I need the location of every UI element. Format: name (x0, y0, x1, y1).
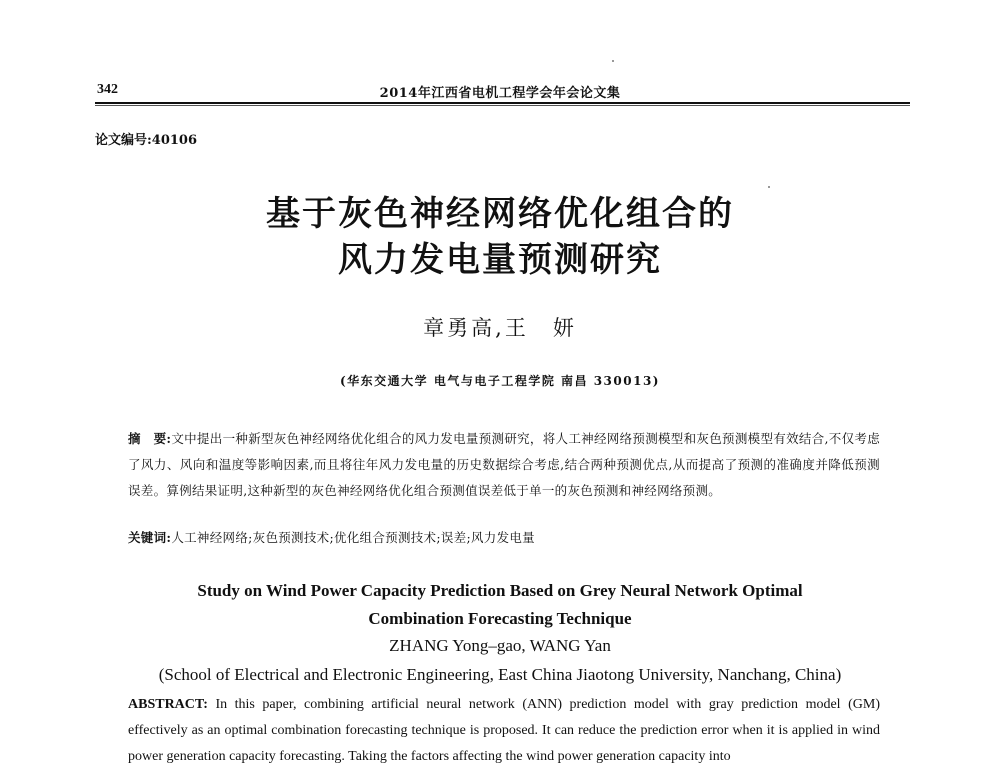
header-rule-thin (95, 105, 910, 106)
keywords-cn-text: 人工神经网络;灰色预测技术;优化组合预测技术;误差;风力发电量 (171, 530, 535, 545)
abstract-cn (128, 426, 880, 504)
header-rule (95, 102, 910, 104)
affiliation: (华东交通大学 电气与电子工程学院 南昌 330013) (340, 374, 660, 388)
running-title: 2014年江西省电机工程学会年会论文集 (379, 86, 621, 101)
paper-number: 论文编号:40106 (95, 133, 198, 148)
abstract-en-text: In this paper, combining artificial neural network (ANN) prediction model with gray prediction model (GM) effectively as an optimal combination forecasting technique is proposed. It can reduce the prediction error when it is applied in wind power generation capacity forecasting. Taking the factors affecting the wind power generation capacity into (128, 697, 881, 764)
keywords-cn (128, 528, 880, 548)
scan-speck (612, 60, 614, 62)
page-number: 342 (97, 82, 118, 97)
title-line-1: 基于灰色神经网络优化组合的 (266, 194, 734, 234)
english-affiliation: (School of Electrical and Electronic Engineering, East China Jiaotong University, Nanchang, China) (158, 665, 842, 684)
english-authors: ZHANG Yong–gao, WANG Yan (389, 636, 611, 655)
abstract-cn-text: 文中提出一种新型灰色神经网络优化组合的风力发电量预测研究，将人工神经网络预测模型和灰色预测模型有效结合,不仅考虑了风力、风向和温度等影响因素,而且将往年风力发电量的历史数据综合考虑,结合两种预测优点,从而提高了预测的准确度并降低预测误差。算例结果证明,这种新型的灰色神经网络优化组合预测值误差低于单一的灰色预测和神经网络预测。 (128, 431, 880, 498)
english-title-line-2: Combination Forecasting Technique (368, 609, 632, 628)
keywords-cn-label: 关键词: (128, 530, 172, 545)
abstract-cn-label: 摘 要: (128, 431, 172, 446)
abstract-en-label: ABSTRACT: (128, 697, 208, 712)
abstract-en (128, 692, 880, 770)
english-title-line-1: Study on Wind Power Capacity Prediction Based on Grey Neural Network Optimal (197, 581, 803, 600)
title-line-2: 风力发电量预测研究 (338, 240, 662, 280)
authors: 章勇高,王 妍 (423, 316, 577, 340)
